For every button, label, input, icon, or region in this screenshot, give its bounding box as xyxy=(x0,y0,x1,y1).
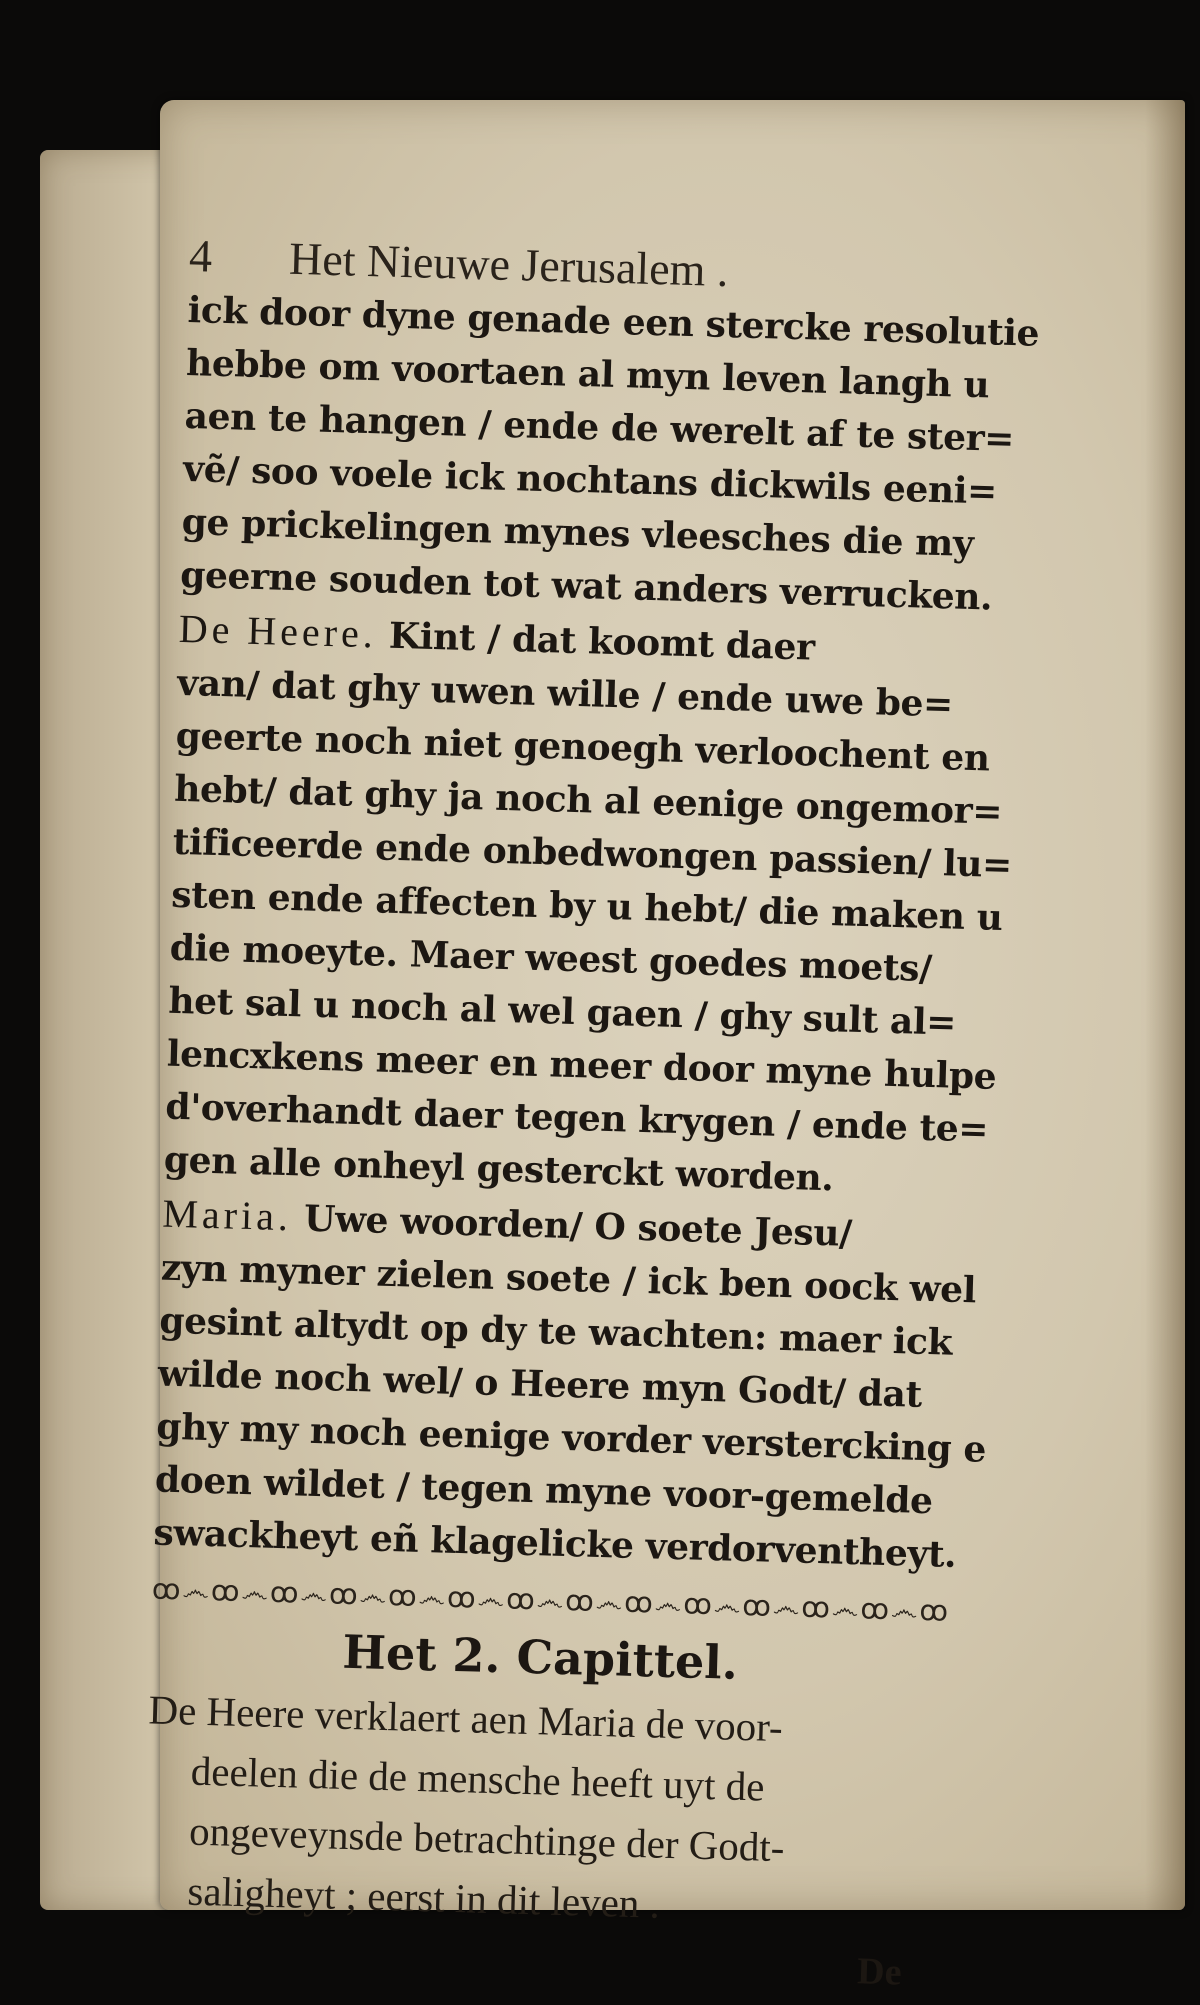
text-line: geerte noch niet genoegh verloochent en xyxy=(175,714,991,780)
text-line: geerne souden tot wat anders verrucken. xyxy=(179,553,993,619)
text-line: ghy my noch eenige vorder verstercking e xyxy=(155,1405,987,1471)
text-line: swackheyt eñ klagelicke verdorventheyt. xyxy=(152,1511,957,1576)
summary-line: ongeveynsde betrachtinge der Godt- xyxy=(188,1807,786,1871)
text-line: het sal u noch al wel gaen / ghy sult al= xyxy=(167,979,957,1044)
text-line: gen alle onheyl gesterckt worden. xyxy=(163,1138,835,1200)
text-line: die moeyte. Maer weest goedes moets/ xyxy=(169,926,933,990)
text-line: vẽ/ soo voele ick nochtans dickwils eeni= xyxy=(182,447,998,513)
ornamental-rule: ꝏ෴ꝏ෴ꝏ෴ꝏ෴ꝏ෴ꝏ෴ꝏ෴ꝏ෴ꝏ෴ꝏ෴ꝏ෴ꝏ෴ꝏ෴ꝏ xyxy=(151,1572,951,1628)
page-gutter xyxy=(1145,100,1185,1910)
paragraph-3 xyxy=(153,1187,1088,1586)
text-line: zyn myner zielen soete / ick ben oock wel xyxy=(160,1246,977,1312)
chapter-heading: Het 2. Capittel. xyxy=(341,1624,739,1690)
speech-start: Kint / dat koomt daer xyxy=(388,614,816,669)
text-line: doen wildet / tegen myne voor-gemelde xyxy=(154,1458,934,1523)
text-line: gesint altydt op dy te wachten: maer ick xyxy=(158,1299,953,1364)
speaker-label: Maria. xyxy=(161,1190,293,1240)
text-line: tificeerde ende onbedwongen passien/ lu= xyxy=(172,820,1013,887)
catchword: De xyxy=(856,1950,903,1994)
text-line: ick door dyne genade een stercke resolutie xyxy=(187,288,1040,355)
summary-line: deelen die de mensche heeft uyt de xyxy=(190,1747,766,1810)
running-title: Het Nieuwe Jerusalem . xyxy=(288,232,730,297)
text-line: d'overhandt daer tegen krygen / ende te= xyxy=(164,1085,989,1151)
text-line: ge prickelingen mynes vleesches die my xyxy=(181,500,975,565)
chapter-summary xyxy=(143,1679,1074,1945)
summary-line: De Heere verklaert aen Maria de voor- xyxy=(147,1686,784,1751)
speech-start: Uwe woorden/ O soete Jesu/ xyxy=(303,1197,853,1255)
paragraph-1 xyxy=(180,284,1114,628)
text-line: wilde noch wel/ o Heere myn Godt/ dat xyxy=(157,1352,923,1416)
page-number: 4 xyxy=(188,229,213,282)
text-line: hebt/ dat ghy ja noch al eenige ongemor= xyxy=(173,767,1003,833)
paragraph-2 xyxy=(163,602,1104,1213)
text-line: van/ dat ghy uwen wille / ende uwe be= xyxy=(176,661,954,726)
summary-line: saligheyt ; eerst in dit leven . xyxy=(186,1867,661,1927)
text-line: lencxkens meer en meer door myne hulpe xyxy=(166,1032,997,1098)
text-line: sten ende affecten by u hebt/ die maken u xyxy=(170,873,1004,939)
speaker-label: De Heere. xyxy=(178,605,378,657)
text-line: aen te hangen / ende de werelt af te ster= xyxy=(184,394,1015,461)
text-line: hebbe om voortaen al myn leven langh u xyxy=(185,341,990,407)
text-block xyxy=(141,228,1115,2005)
